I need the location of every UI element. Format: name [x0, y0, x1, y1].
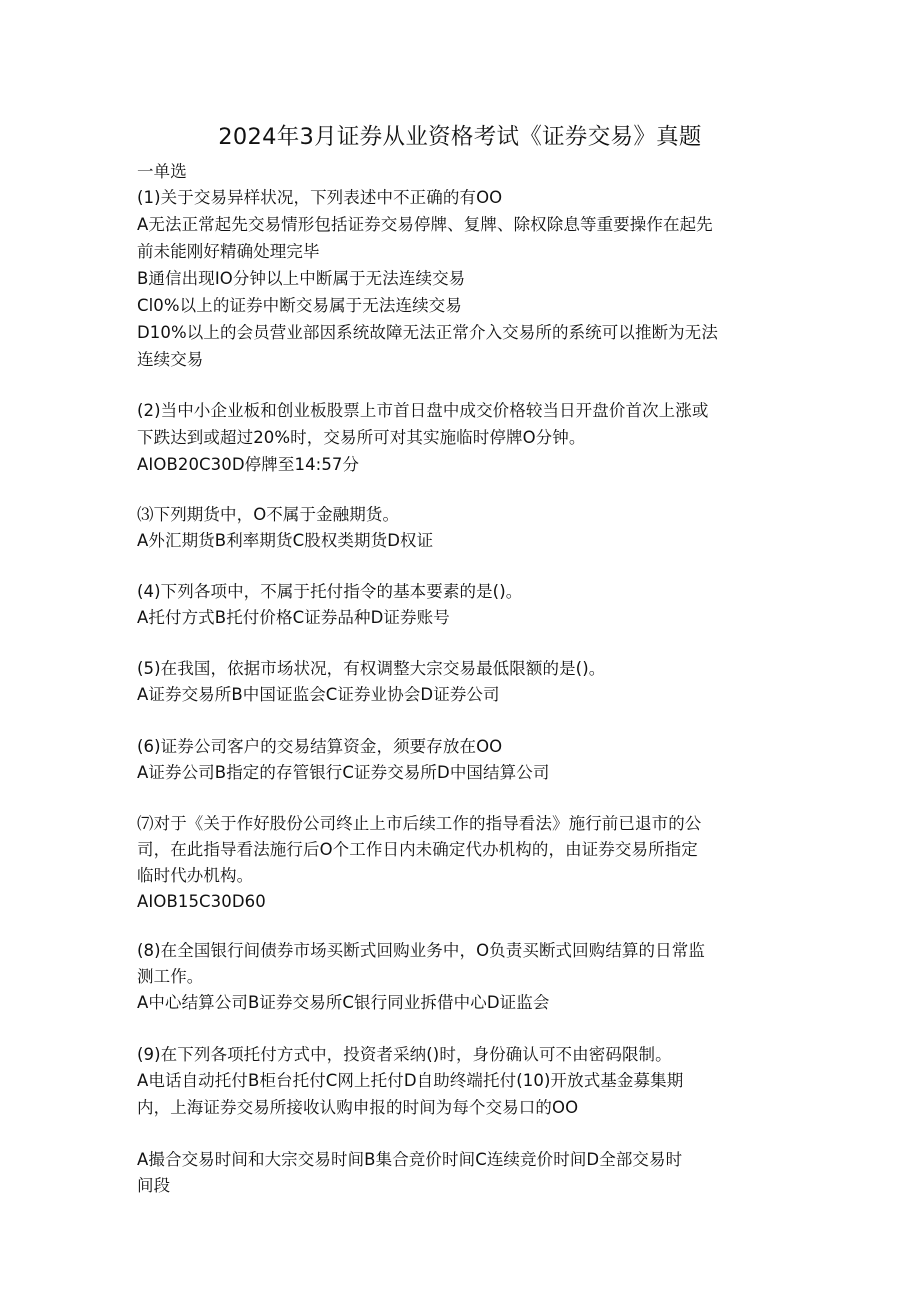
question-5-options: A证券交易所B中国证监会C证券业协会D证券公司	[137, 685, 500, 704]
question-3-options: A外汇期货B利率期货C股权类期货D权证	[137, 531, 434, 550]
question-1-option-c: Cl0%以上的证券中断交易属于无法连续交易	[137, 296, 462, 315]
question-1-option-d-cont: 连续交易	[137, 350, 204, 369]
question-4-options: A托付方式B托付价格C证券品种D证券账号	[137, 608, 450, 627]
question-5-stem: (5)在我国，依据市场状况，有权调整大宗交易最低限额的是()。	[137, 659, 606, 678]
question-7-stem: ⑺对于《关于作好股份公司终止上市后续工作的指导看法》施行前已退市的公	[137, 814, 702, 833]
question-2-stem: (2)当中小企业板和创业板股票上市首日盘中成交价格较当日开盘价首次上涨或	[137, 401, 709, 420]
question-2-stem-cont: 下跌达到或超过20%时，交易所可对其实施临时停牌O分钟。	[137, 428, 586, 447]
question-9-stem: (9)在下列各项托付方式中，投资者采纳()时，身份确认可不由密码限制。	[137, 1045, 672, 1064]
question-2-options: AIOB20C30D停牌至14:57分	[137, 455, 360, 474]
question-8-stem: (8)在全国银行间债券市场买断式回购业务中，O负责买断式回购结算的日常监	[137, 941, 705, 960]
question-10-options-cont: 间段	[137, 1176, 171, 1195]
question-8-options: A中心结算公司B证券交易所C银行同业拆借中心D证监会	[137, 993, 550, 1012]
question-7-stem-cont: 司，在此指导看法施行后O个工作日内未确定代办机构的，由证券交易所指定	[137, 840, 698, 859]
question-8-stem-cont: 测工作。	[137, 967, 204, 986]
question-10-stem-cont: 内，上海证券交易所接收认购申报的时间为每个交易口的OO	[137, 1098, 579, 1117]
question-1-option-a-cont: 前未能刚好精确处理完毕	[137, 242, 320, 261]
question-4-stem: (4)下列各项中，不属于托付指令的基本要素的是()。	[137, 582, 523, 601]
question-3-stem: ⑶下列期货中，O不属于金融期货。	[137, 505, 400, 524]
question-7-options: AIOB15C30D60	[137, 892, 266, 911]
question-6-options: A证券公司B指定的存管银行C证券交易所D中国结算公司	[137, 763, 550, 782]
question-1-option-d: D10%以上的会员营业部因系统故障无法正常介入交易所的系统可以推断为无法	[137, 323, 718, 342]
question-1-stem: (1)关于交易异样状况，下列表述中不正确的有OO	[137, 188, 503, 207]
section-heading: 一单选	[137, 162, 187, 181]
question-9-options-and-question-10-stem: A电话自动托付B柜台托付C网上托付D自助终端托付(10)开放式基金募集期	[137, 1071, 684, 1090]
question-6-stem: (6)证券公司客户的交易结算资金，须要存放在OO	[137, 737, 503, 756]
question-1-option-b: B通信出现IO分钟以上中断属于无法连续交易	[137, 269, 466, 288]
question-1-option-a: A无法正常起先交易情形包括证券交易停牌、复牌、除权除息等重要操作在起先	[137, 215, 713, 234]
question-7-stem-cont-2: 临时代办机构。	[137, 866, 254, 885]
document-title: 2024年3月证券从业资格考试《证券交易》真题	[218, 124, 702, 150]
question-10-options: A撮合交易时间和大宗交易时间B集合竞价时间C连续竞价时间D全部交易时	[137, 1150, 683, 1169]
